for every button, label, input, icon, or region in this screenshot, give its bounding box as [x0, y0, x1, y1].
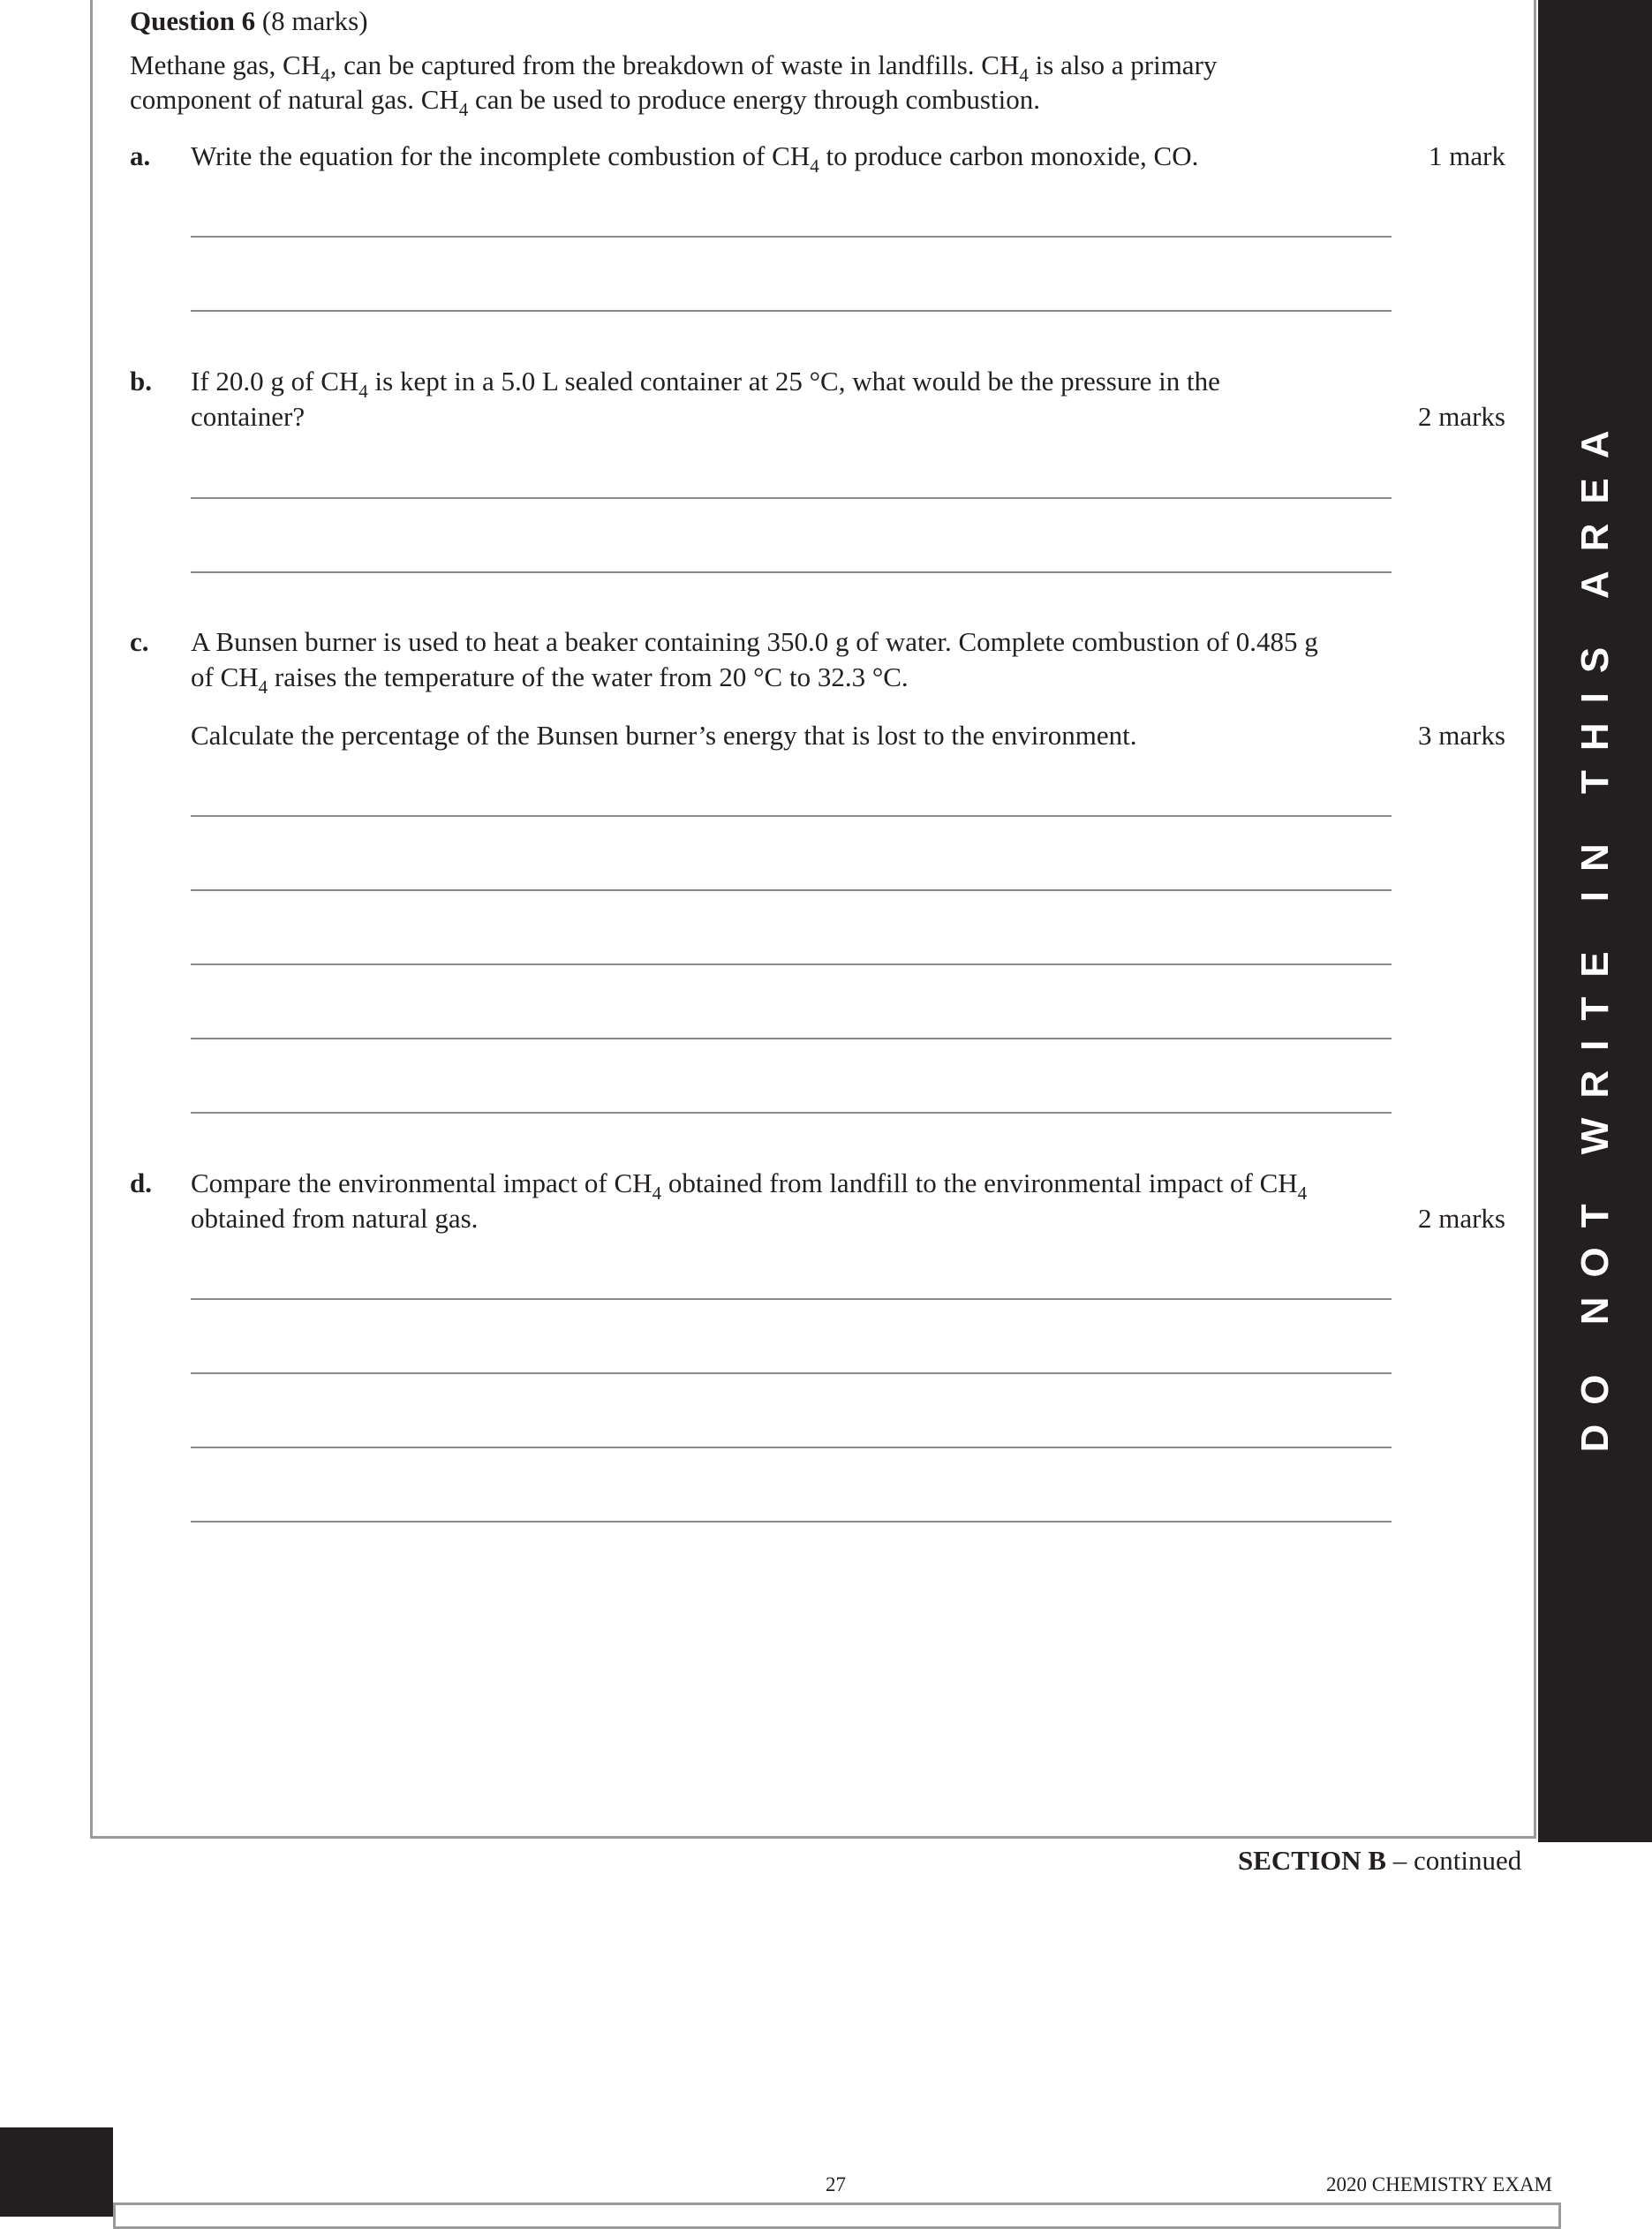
part-b-answer-line[interactable]: [191, 571, 1392, 573]
part-b-letter: b.: [130, 366, 152, 397]
question-intro-line-1: Methane gas, $CH_4$, can be captured from the breakdown of waste in landfills. $CH_4$ is also a primary: [130, 49, 1218, 86]
part-a-text: Write the equation for the incomplete combustion of $CH_4$ to produce carbon monoxide, CO.: [191, 140, 1199, 177]
part-c-text-line-3: Calculate the percentage of the Bunsen burner’s energy that is lost to the environment.: [191, 720, 1137, 751]
part-d-letter: d.: [130, 1167, 152, 1198]
part-a-marks: 1 mark: [1429, 140, 1505, 171]
section-continued-note: [1238, 1843, 1521, 1878]
part-a-letter: a.: [130, 140, 151, 171]
question-heading: [130, 4, 368, 39]
part-b-text-line-1: If 20.0 g of $CH_4$ is kept in a 5.0 L sealed container at 25 °C, what would be the pressure in the: [191, 366, 1220, 402]
part-d-answer-line[interactable]: [191, 1372, 1392, 1374]
part-d-marks: 2 marks: [1417, 1203, 1505, 1234]
question-total-marks: (8 marks): [261, 5, 368, 36]
part-c-text-line-1: A Bunsen burner is used to heat a beaker containing 350.0 g of water. Complete combustion of 0.485 g: [191, 626, 1318, 657]
question-intro-line-2: component of natural gas. $CH_4$ can be used to produce energy through combustion.: [130, 84, 1040, 120]
part-c-answer-line[interactable]: [191, 1112, 1392, 1114]
part-d-answer-line[interactable]: [191, 1521, 1392, 1523]
answer-area-frame: [90, 0, 1536, 1839]
part-c-answer-line[interactable]: [191, 889, 1392, 891]
part-c-answer-line[interactable]: [191, 815, 1392, 817]
part-a-answer-line[interactable]: [191, 310, 1392, 312]
footer-box: [113, 2203, 1561, 2229]
footer-tab: [0, 2127, 113, 2217]
part-d-text-line-2: obtained from natural gas.: [191, 1203, 479, 1234]
part-c-answer-line[interactable]: [191, 963, 1392, 965]
part-d-answer-line[interactable]: [191, 1298, 1392, 1300]
do-not-write-label: DO NOT WRITE IN THIS AREA: [1573, 411, 1617, 1453]
part-c-marks: 3 marks: [1417, 720, 1505, 751]
page-number: 27: [826, 2173, 846, 2195]
part-c-answer-line[interactable]: [191, 1038, 1392, 1039]
question-title: Question 6: [130, 5, 256, 36]
part-c-letter: c.: [130, 626, 149, 657]
part-a-answer-line[interactable]: [191, 236, 1392, 238]
do-not-write-bar: [1538, 0, 1652, 1842]
section-label: SECTION B: [1238, 1845, 1386, 1876]
exam-title: 2020 CHEMISTRY EXAM: [1326, 2173, 1552, 2195]
part-d-text-line-1: Compare the environmental impact of $CH_4$ obtained from landfill to the environmental impact of $CH_4$: [191, 1167, 1308, 1204]
part-c-text-line-2: of $CH_4$ raises the temperature of the water from 20 °C to 32.3 °C.: [191, 661, 909, 698]
part-b-marks: 2 marks: [1417, 401, 1505, 432]
part-b-answer-line[interactable]: [191, 497, 1392, 499]
part-d-answer-line[interactable]: [191, 1447, 1392, 1448]
part-b-text-line-2: container?: [191, 401, 306, 432]
continued-label: – continued: [1385, 1845, 1522, 1876]
